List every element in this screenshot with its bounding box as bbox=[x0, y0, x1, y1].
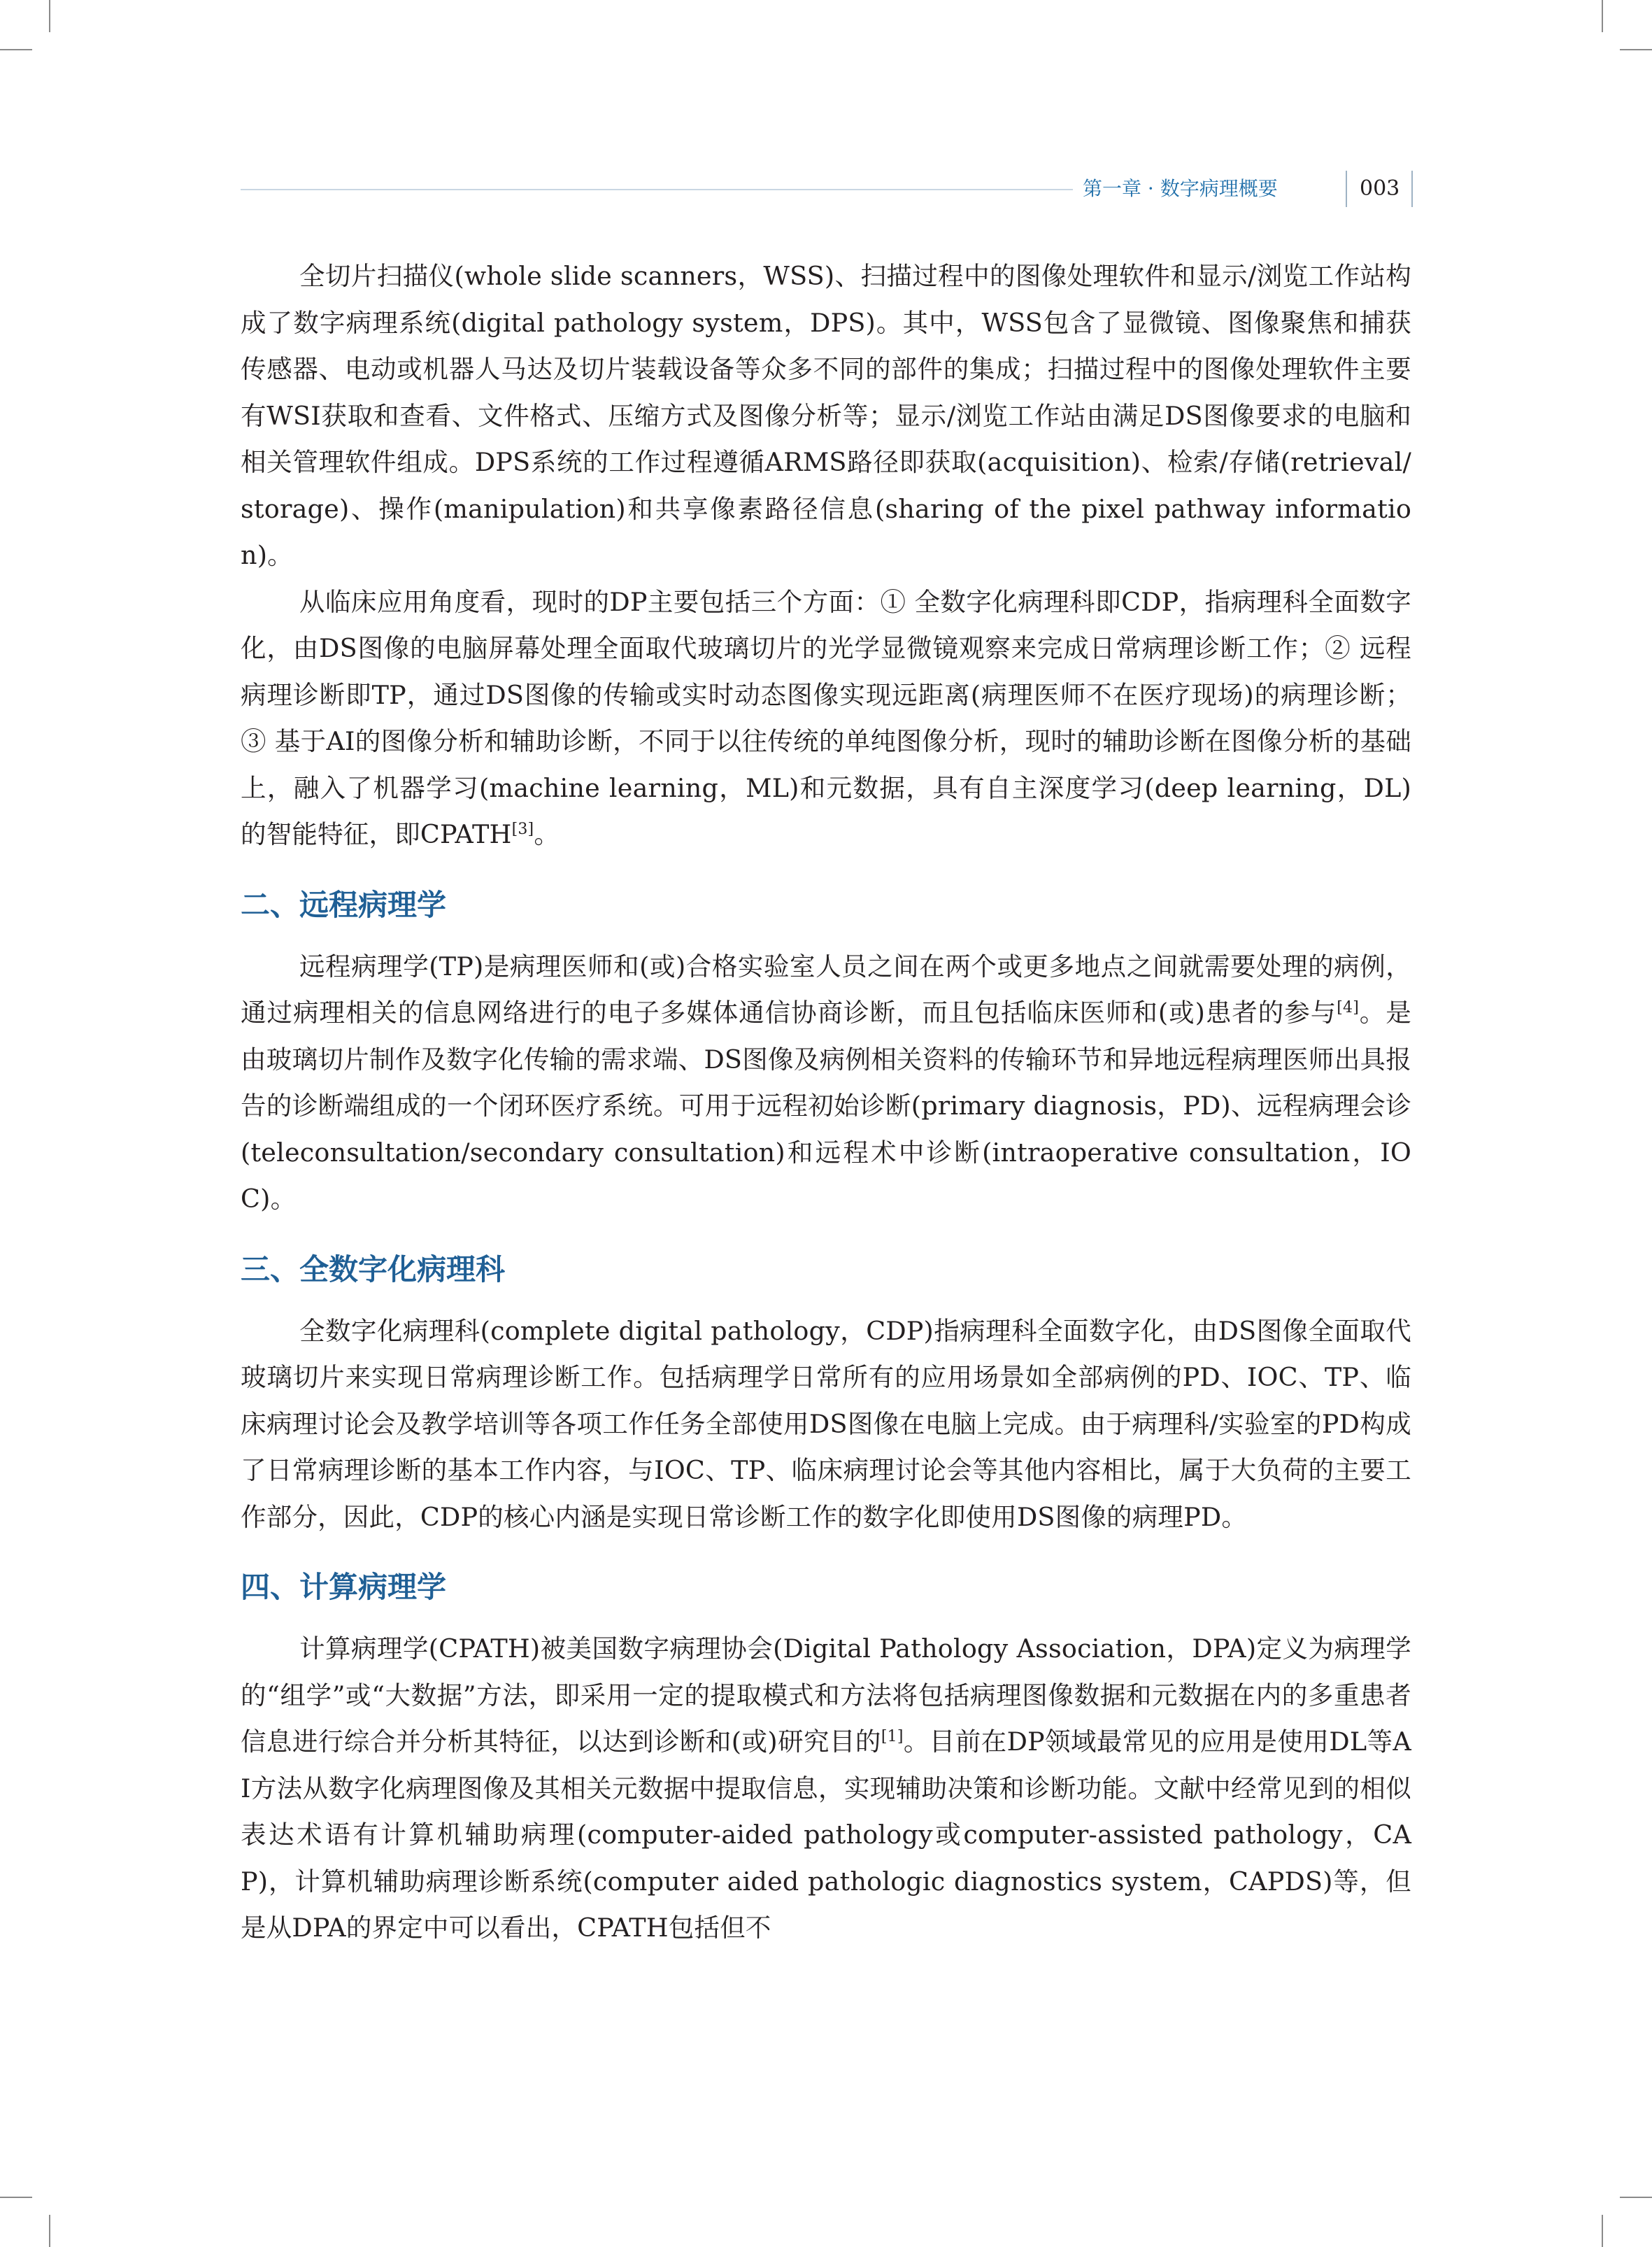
citation-ref: [4] bbox=[1337, 998, 1360, 1016]
paragraph: 全切片扫描仪(whole slide scanners，WSS)、扫描过程中的图像处理软件和显示/浏览工作站构成了数字病理系统(digital pathology system，DPS)。其中，WSS包含了显微镜、图像聚焦和捕获传感器、电动或机器人马达及切片装载设备等众多不同的部件的集成；扫描过程中的图像处理软件主要有WSI获取和查看、文件格式、压缩方式及图像分析等；显示/浏览工作站由满足DS图像要求的电脑和相关管理软件组成。DPS系统的工作过程遵循ARMS路径即获取(acquisition)、检索/存储(retrieval/storage)、操作(manipulation)和共享像素路径信息(sharing of the pixel pathway information)。 bbox=[241, 261, 1411, 570]
header-separator bbox=[1346, 171, 1347, 207]
page-number: 003 bbox=[1360, 176, 1400, 201]
crop-mark bbox=[1602, 2215, 1603, 2247]
header-separator bbox=[1411, 171, 1413, 207]
paragraph-text: 远程病理学(TP)是病理医师和(或)合格实验室人员之间在两个或更多地点之间就需要处理的病例，通过病理相关的信息网络进行的电子多媒体通信协商诊断，而且包括临床医师和(或)患者的参与 bbox=[241, 951, 1411, 1028]
crop-mark bbox=[1620, 49, 1652, 50]
section-heading: 四、计算病理学 bbox=[241, 1570, 447, 1604]
section-heading: 三、全数字化病理科 bbox=[241, 1252, 506, 1286]
crop-mark bbox=[49, 0, 50, 32]
page-body bbox=[241, 253, 1411, 1952]
section-heading: 二、远程病理学 bbox=[241, 887, 447, 922]
paragraph-text: 计算病理学(CPATH)被美国数字病理协会(Digital Pathology Association，DPA)定义为病理学的“组学”或“大数据”方法，即采用一定的提取模式和方法将包括病理图像数据和元数据在内的多重患者信息进行综合并分析其特征，以达到诊断和(或)研究目的 bbox=[241, 1633, 1411, 1757]
crop-mark bbox=[0, 2197, 32, 2198]
paragraph: 全数字化病理科(complete digital pathology，CDP)指病理科全面数字化，由DS图像全面取代玻璃切片来实现日常病理诊断工作。包括病理学日常所有的应用场景如全部病例的PD、IOC、TP、临床病理讨论会及教学培训等各项工作任务全部使用DS图像在电脑上完成。由于病理科/实验室的PD构成了日常病理诊断的基本工作内容，与IOC、TP、临床病理讨论会等其他内容相比，属于大负荷的主要工作部分，因此，CDP的核心内涵是实现日常诊断工作的数字化即使用DS图像的病理PD。 bbox=[241, 1315, 1412, 1532]
paragraph-text: 。是由玻璃切片制作及数字化传输的需求端、DS图像及病例相关资料的传输环节和异地远程病理医师出具报告的诊断端组成的一个闭环医疗系统。可用于远程初始诊断(primary diagnosis，PD)、远程病理会诊(teleconsultation/secondary consultation)和远程术中诊断(intraoperative consultation，IOC)。 bbox=[241, 998, 1411, 1214]
crop-mark bbox=[49, 2215, 50, 2247]
header-rule bbox=[241, 189, 1073, 190]
paragraph-text: 。 bbox=[534, 819, 560, 849]
crop-mark bbox=[1620, 2197, 1652, 2198]
running-header-chapter: 第一章 · 数字病理概要 bbox=[1083, 177, 1278, 200]
crop-mark bbox=[1602, 0, 1603, 32]
paragraph bbox=[241, 579, 1411, 858]
paragraph-text: 。目前在DP领域最常见的应用是使用DL等AI方法从数字化病理图像及其相关元数据中提取信息，实现辅助决策和诊断功能。文献中经常见到的相似表达术语有计算机辅助病理(computer-aided pathology或computer-assisted pathology，CAP)，计算机辅助病理诊断系统(computer aided pathologic diagnostics system，CAPDS)等，但是从DPA的界定中可以看出，CPATH包括但不 bbox=[241, 1727, 1411, 1943]
paragraph bbox=[241, 944, 1411, 1223]
citation-ref: [3] bbox=[511, 820, 534, 838]
crop-mark bbox=[0, 49, 32, 50]
paragraph-text: 从临床应用角度看，现时的DP主要包括三个方面：① 全数字化病理科即CDP，指病理科全面数字化，由DS图像的电脑屏幕处理全面取代玻璃切片的光学显微镜观察来完成日常病理诊断工作；② 远程病理诊断即TP，通过DS图像的传输或实时动态图像实现远距离(病理医师不在医疗现场)的病理诊断；③ 基于AI的图像分析和辅助诊断，不同于以往传统的单纯图像分析，现时的辅助诊断在图像分析的基础上，融入了机器学习(machine learning，ML)和元数据，具有自主深度学习(deep learning，DL)的智能特征，即CPATH bbox=[241, 586, 1411, 849]
citation-ref: [1] bbox=[881, 1727, 904, 1745]
paragraph bbox=[241, 1626, 1411, 1952]
